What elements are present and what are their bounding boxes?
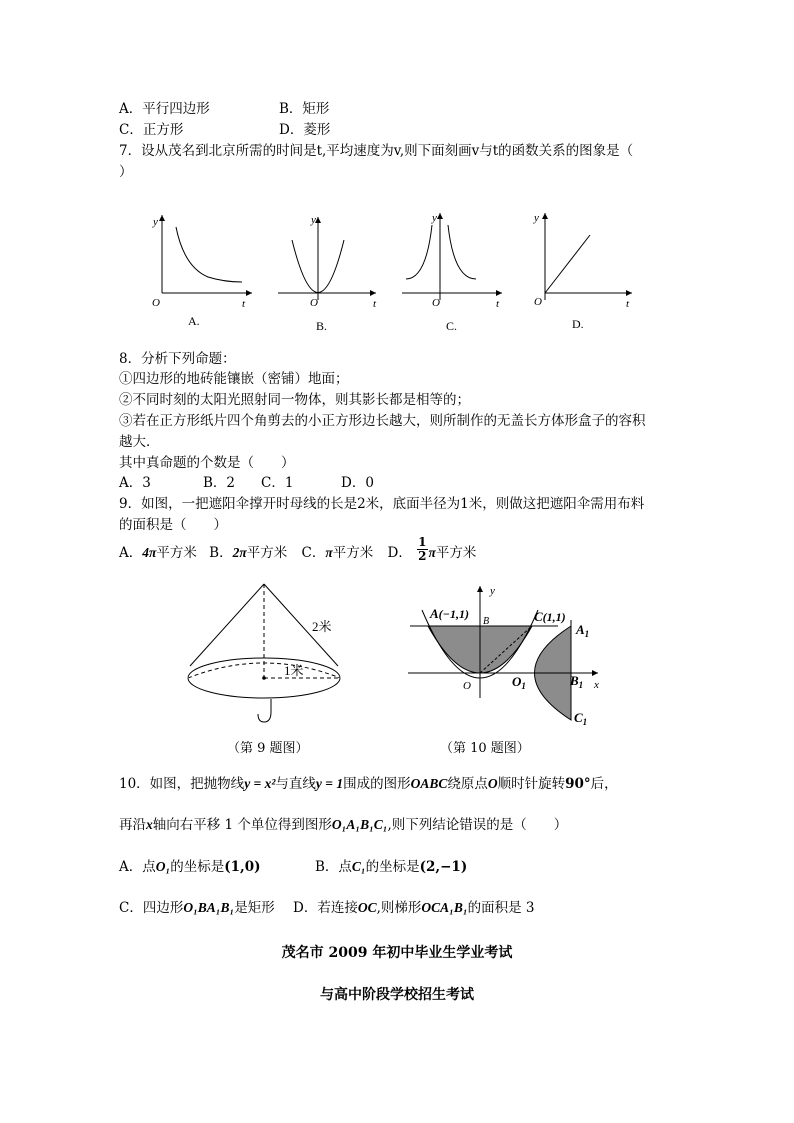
q10-text-1c: 围成的图形 [343, 776, 411, 792]
q8-statement-3-cont: 越大． [119, 434, 160, 450]
q8-statement-3: ③若在正方形纸片四个角剪去的小正方形边长越大，则所制作的无盖长方体形盒子的容积 [119, 413, 646, 429]
q9-stem: 9．如图，一把遮阳伞撑开时母线的长是2米，底面半径为1米，则做这把遮阳伞需用布料 [119, 496, 645, 512]
q10-options-ab [119, 858, 468, 876]
q7-graph-c-label: C. [446, 319, 458, 333]
q10-label-b1: $B_1$ [570, 673, 584, 690]
q10-option-a-text: A．点 [119, 859, 156, 875]
q7-graph-b-o: O [310, 297, 318, 309]
q10-text-2b: 轴向右平移 1 个单位得到图形 [152, 817, 332, 833]
q9-option-b-value: 2π [232, 545, 247, 560]
q7-graph-c-y: y [432, 212, 437, 224]
q8-option-a: A．3 [119, 475, 151, 491]
q7-graph-d [533, 212, 632, 331]
q10-stem-1 [119, 775, 618, 793]
q10-math-line: y = 1 [315, 776, 344, 791]
q9-option-a-value: 4π [142, 545, 157, 560]
q6-option-a: A．平行四边形 [119, 101, 210, 117]
q9-umbrella-handle [258, 699, 271, 722]
q9-option-d-label: D． [387, 545, 412, 561]
q7-graph-a-label: A. [188, 314, 200, 328]
q9-stem-cont: 的面积是（ ） [119, 517, 227, 533]
q9-option-b-unit: 平方米 [246, 545, 288, 561]
q9-option-a-unit: 平方米 [156, 545, 197, 561]
q10-math-o: O [487, 776, 498, 791]
q7-graph-a-y: y [153, 216, 158, 228]
q10-stem-2 [119, 816, 567, 834]
q10-option-b-text: B．点 [315, 859, 352, 875]
q10-option-c-shape: O₁BA₁B₁ [183, 900, 235, 915]
q10-label-c1: $C_1$ [574, 710, 588, 727]
q7-graph-c [402, 212, 502, 333]
q9-figure-umbrella [180, 578, 370, 738]
q8-option-d: D．0 [341, 475, 374, 491]
q8-options [119, 474, 374, 492]
q9-option-d-fraction [417, 536, 427, 563]
q9-option-b-label: B． [209, 545, 233, 561]
q9-option-c-label: C． [301, 545, 326, 561]
q10-options-cd [119, 899, 535, 917]
q7-graph-c-o: O [432, 297, 440, 309]
q8-option-c: C．1 [261, 475, 294, 491]
q10-option-b-point: C₁ [351, 859, 366, 874]
q9-option-c-unit: 平方米 [332, 545, 374, 561]
q10-label-c: C(1,1) [534, 609, 566, 624]
q7-graph-b-label: B. [316, 319, 328, 333]
q10-option-b [315, 858, 467, 876]
exam-title-line-2: 与高中阶段学校招生考试 [320, 987, 474, 1003]
q10-axis-x: x [594, 679, 599, 691]
q6-row-1 [119, 100, 330, 118]
q7-graph-d-t: t [626, 298, 630, 310]
q10-option-c-text2: 是矩形 [234, 900, 275, 916]
q7-graphs [140, 205, 650, 340]
q6-option-c: C．正方形 [119, 122, 184, 138]
q9-option-d-value: π [428, 545, 436, 560]
q10-text-2c: ,则下列结论错误的是（ ） [387, 817, 568, 833]
q6-option-b: B．矩形 [279, 101, 330, 117]
q6-option-d: D．菱形 [279, 122, 331, 138]
q9-radius-label: 1米 [284, 663, 304, 678]
q10-option-a-text2: 的坐标是 [170, 859, 225, 875]
q10-option-b-coord: (2,−1) [419, 859, 468, 875]
q8-statement-2: ②不同时刻的太阳光照射同一物体，则其影长都是相等的； [119, 392, 470, 408]
q9-option-c-value: π [325, 545, 333, 560]
q10-figure [408, 580, 613, 730]
q10-label-a: A(−1,1) [430, 606, 469, 621]
q10-label-o: O [463, 680, 471, 692]
q10-option-d-text3: 的面积是 3 [467, 900, 535, 916]
q10-option-a-point: O₁ [155, 859, 171, 874]
q10-text-1b: 与直线 [275, 776, 316, 792]
q10-label-o1: $O_1$ [512, 674, 526, 691]
q9-option-d-numerator: 1 [418, 535, 427, 549]
q10-math-x: x [146, 817, 153, 832]
q9-option-d-unit: 平方米 [435, 545, 477, 561]
q10-option-d-trapezoid: OCA₁B₁ [421, 900, 468, 915]
q9-caption: （第 9 题图） [227, 741, 309, 756]
q7-graph-d-label: D. [572, 317, 584, 331]
q8-question: 其中真命题的个数是（ ） [119, 455, 295, 471]
q6-row-2 [119, 121, 331, 139]
q10-axis-y: y [490, 585, 495, 597]
q10-math-o1a1b1c1: O₁A₁B₁C₁ [331, 817, 388, 832]
q9-option-a-label: A． [119, 545, 143, 561]
q10-text-1d: 绕原点 [447, 776, 488, 792]
q10-math-oabc: OABC [410, 776, 448, 791]
q7-stem-cont: ） [119, 164, 133, 180]
q9-slant-label: 2米 [312, 619, 332, 634]
q9-options [119, 535, 477, 563]
q10-option-d-text: D．若连接 [293, 900, 358, 916]
q7-graph-a [152, 215, 252, 328]
q10-label-a1: $A_1$ [576, 622, 590, 639]
q8-statement-1: ①四边形的地砖能镶嵌（密铺）地面； [119, 371, 349, 387]
q10-text-2a: 再沿 [119, 817, 146, 833]
q10-math-parabola: y = x² [244, 776, 276, 791]
q8-option-b: B．2 [203, 475, 236, 491]
exam-title-line-1: 茂名市 2009 年初中毕业生学业考试 [281, 945, 513, 961]
q10-option-d-segment: OC [357, 900, 377, 915]
q10-label-b: B [483, 616, 490, 627]
q10-option-a-coord: (1,0) [224, 859, 261, 875]
q7-graph-d-y: y [534, 212, 539, 224]
q10-text-1a: 10．如图，把抛物线 [119, 776, 245, 792]
q10-option-c-text: C．四边形 [119, 900, 184, 916]
q10-text-1e: 顺时针旋转 [497, 776, 566, 792]
q10-math-90: 90° [565, 776, 591, 792]
q7-graph-c-t: t [496, 298, 500, 310]
q10-caption: （第 10 题图） [440, 741, 530, 756]
q7-graph-b-y: y [311, 214, 316, 226]
q10-option-b-text2: 的坐标是 [365, 859, 420, 875]
q7-graph-a-o: O [152, 297, 160, 309]
q8-stem: 8．分析下列命题： [119, 351, 236, 367]
q7-stem: 7．设从茂名到北京所需的时间是t,平均速度为v,则下面刻画v与t的函数关系的图象是（ [119, 143, 634, 159]
q7-graph-b [278, 214, 377, 333]
q10-option-d-text2: ,则梯形 [376, 900, 422, 916]
q7-graph-b-t: t [373, 298, 377, 310]
q7-graph-d-o: O [534, 296, 542, 308]
q10-text-1f: 后， [590, 776, 618, 792]
q7-graph-a-t: t [242, 298, 246, 310]
q9-option-d-denominator: 2 [418, 549, 427, 563]
